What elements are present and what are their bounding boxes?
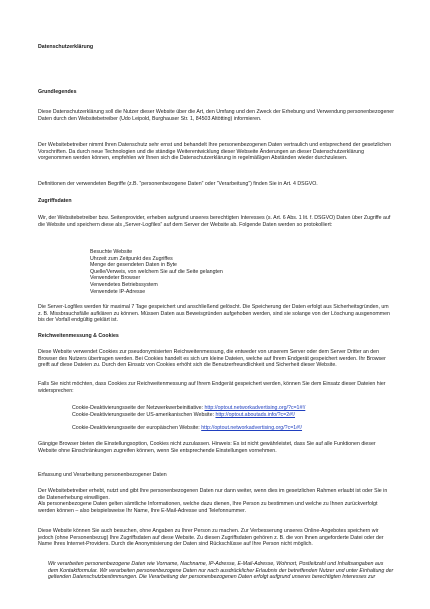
- optout-line: Cookie-Deaktivierungsseite der Netzwerkwerbeinitiative: http://optout.networkadvertising.org/?c=1#!/: [72, 405, 306, 411]
- list-item: Menge der gesendeten Daten in Byte: [90, 262, 177, 269]
- optout-link-us[interactable]: http://optout.aboutads.info/?c=2#!/: [215, 411, 296, 418]
- paragraph-betreiber: Der Websitebetreiber nimmt Ihren Datenschutz sehr ernst und behandelt Ihre personenbezogenen Daten vertraulich und entsprechend der gesetzlichen Vorschriften. Da durch neue Technologien und die ständige Weiterentwicklung dieser Webseite Änderungen an dieser Datenschutzerklärung vorgenommen werden können, empfehlen wir Ihnen sich die Datenschutzerklärung in regelmäßigen Abständen wieder durchzulesen.: [38, 142, 392, 162]
- optout-link-nai[interactable]: http://optout.networkadvertising.org/?c=1#!/: [204, 405, 306, 411]
- paragraph-cookies: Diese Website verwendet Cookies zur pseudonymisierten Reichweitenmessung, die entweder von unserem Server oder dem Server Dritter an den Browser des Nutzers übertragen werden. Bei Cookies handelt es sich um kleine Dateien, welche auf Ihrem Endgerät gespeichert werden. Ihr Browser greift auf diese Dateien zu. Durch den Einsatz von Cookies erhöht sich die Benutzerfreundlichkeit und Sicherheit dieser Website.: [38, 349, 386, 369]
- heading-grundlegendes: Grundlegendes: [38, 89, 77, 95]
- optout-links: [38, 405, 394, 431]
- paragraph-definitionen: Definitionen der verwendeten Begriffe (z.B. “personenbezogene Daten” oder “Verarbeitung”) finden Sie in Art. 4 DSGVO.: [38, 181, 318, 187]
- logfile-list: [38, 249, 223, 295]
- paragraph-besuch: Diese Website können Sie auch besuchen, ohne Angaben zu Ihrer Person zu machen. Zur Verbesserung unseres Online-Angebotes speichern wir jedoch (ohne Personenbezug) Ihre Zugriffsdaten auf diese Website. Zu diesen Zugriffsdaten gehören z. B. die von Ihnen angeforderte Datei oder der Name Ihres Internet-Providers. Durch die Anonymisierung der Daten sind Rückschlüsse auf Ihre Person nicht möglich.: [38, 528, 384, 548]
- paragraph-intro: Diese Datenschutzerklärung soll die Nutzer dieser Website über die Art, den Umfang und den Zweck der Erhebung und Verwendung personenbezogener Daten durch den Websitebetreiber (Udo Leipold, Burghauser Str. 1, 84503 Altötting) informieren.: [38, 109, 394, 122]
- paragraph-logfile-retention: Die Server-Logfiles werden für maximal 7 Tage gespeichert und anschließend gelöscht. Die Speicherung der Daten erfolgt aus Sicherheitsgründen, um z. B. Missbrauchsfälle aufklären zu können. Müssen Daten aus Beweisgründen aufgehoben werden, sind sie solange von der Löschung ausgenommen bis der Vorfall endgültig geklärt ist.: [38, 304, 390, 324]
- list-item: Uhrzeit zum Zeitpunkt des Zugriffes: [90, 255, 173, 262]
- optout-line: Cookie-Deaktivierungsseite der US-amerikanischen Website: http://optout.aboutads.info/?c=2#!/: [72, 411, 296, 418]
- list-item: Quelle/Verweis, von welchem Sie auf die Seite gelangten: [90, 268, 223, 275]
- paragraph-browser-hinweis: Gängige Browser bieten die Einstellungsoption, Cookies nicht zuzulassen. Hinweis: Es ist nicht gewährleistet, dass Sie auf alle Funktionen dieser Website ohne Einschränkungen zugreifen können, wenn Sie entsprechende Einstellungen vornehmen.: [38, 441, 376, 454]
- optout-link-eu[interactable]: http://optout.networkadvertising.org/?c=1#!/: [201, 424, 303, 431]
- list-item: Verwendeter Browser: [90, 275, 141, 282]
- list-item: Verwendete IP-Adresse: [90, 288, 146, 295]
- list-item: Verwendetes Betriebssystem: [90, 281, 158, 288]
- list-item: Besuchte Website: [90, 249, 133, 255]
- heading-reichweite: Reichweitenmessung & Cookies: [38, 333, 119, 339]
- paragraph-erhebung: Der Websitebetreiber erhebt, nutzt und gibt Ihre personenbezogenen Daten nur dann weiter, wenn dies im gesetzlichen Rahmen erlaubt ist oder Sie in die Datenerhebung einwilligen.: [38, 488, 388, 501]
- paragraph-zugriffsdaten: Wir, der Websitebetreiber bzw. Seitenprovider, erheben aufgrund unseres berechtigten Interesses (s. Art. 6 Abs. 1 lit. f. DSGVO) Daten über Zugriffe auf die Website und speichern diese als „Server-Logfiles“ auf dem Server der Website ab. Folgende Daten werden so protokolliert:: [38, 215, 391, 228]
- document-title: Datenschutzerklärung: [38, 44, 94, 50]
- heading-erfassung: Erfassung und Verarbeitung personenbezogener Daten: [38, 472, 167, 478]
- heading-zugriffsdaten: Zugriffsdaten: [38, 198, 72, 204]
- paragraph-personenbezogen: Als personenbezogene Daten gelten sämtliche Informationen, welche dazu dienen, Ihre Person zu bestimmen und welche zu Ihnen zurückverfolgt werden können – also beispielsweise Ihr Name, Ihre E-Mail-Adresse und Telefonnummer.: [38, 501, 378, 514]
- paragraph-widerspruch: Falls Sie nicht möchten, dass Cookies zur Reichweitenmessung auf Ihrem Endgerät gespeichert werden, können Sie dem Einsatz dieser Dateien hier widersprechen:: [38, 381, 386, 394]
- paragraph-verarbeitung: Wir verarbeiten personenbezogene Daten wie Vorname, Nachname, IP-Adresse, E-Mail-Adresse, Wohnort, Postleitzahl und Inhaltsangaben aus dem Kontaktformular. Wir verarbeiten personenbezogene Daten nur nach ausdrücklicher Erlaubnis der betreffenden Nutzer und unter Einhaltung der geltenden Datenschutzbestimmungen. Die Verarbeitung der personenbezogenen Daten erfolgt aufgrund unseres berechtigten Interesses zur: [48, 561, 394, 581]
- optout-line: Cookie-Deaktivierungsseite der europäischen Website: http://optout.networkadvertising.org/?c=1#!/: [72, 424, 303, 431]
